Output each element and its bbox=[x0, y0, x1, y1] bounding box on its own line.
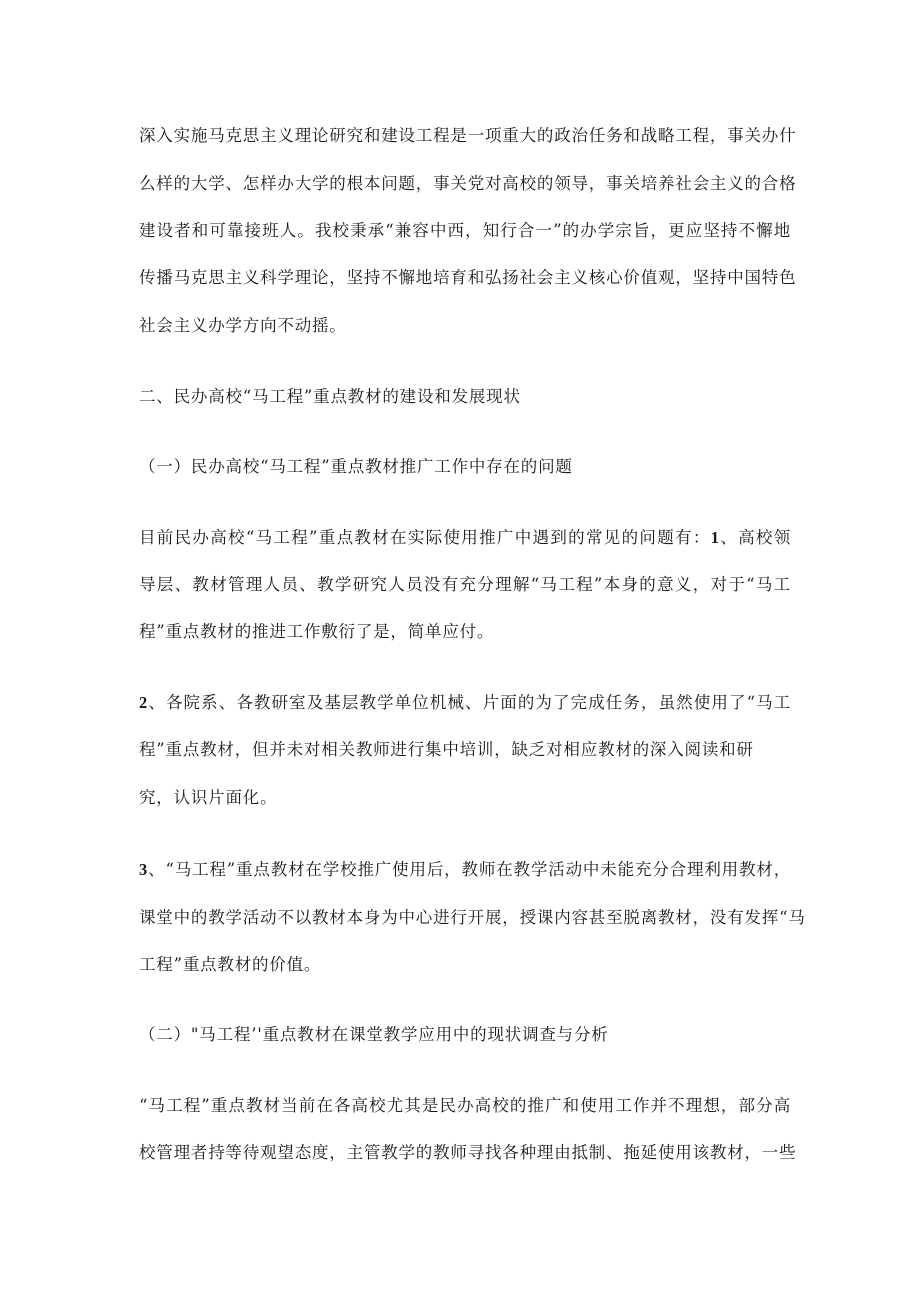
paragraph-1-line-5: 社会主义办学方向不动摇。 bbox=[139, 316, 347, 335]
item-number-3: 3 bbox=[139, 860, 149, 879]
item-2-text: 、各院系、各教研室及基层教学单位机械、片面的为了完成任务，虽然使用了“马工 bbox=[148, 693, 791, 712]
section-heading-2: 二、民办高校“马工程”重点教材的建设和发展现状 bbox=[139, 387, 521, 406]
problems-intro-line-1 bbox=[139, 528, 791, 548]
paragraph-1-line-3: 建设者和可靠接班人。我校秉承“兼容中西，知行合一”的办学宗旨，更应坚持不懈地 bbox=[139, 221, 791, 240]
paragraph-1-line-2: 么样的大学、怎样办大学的根本问题，事关党对高校的领导，事关培养社会主义的合格 bbox=[139, 174, 797, 193]
paragraph-1-line-4: 传播马克思主义科学理论，坚持不懈地培育和弘扬社会主义核心价值观，坚持中国特色 bbox=[139, 268, 797, 287]
item-3-line-2: 课堂中的教学活动不以教材本身为中心进行开展，授课内容甚至脱离教材，没有发挥“马 bbox=[139, 908, 806, 927]
paragraph-1-line-1: 深入实施马克思主义理论研究和建设工程是一项重大的政治任务和战略工程，事关办什 bbox=[139, 126, 797, 145]
item-3-line-1 bbox=[139, 860, 791, 880]
problems-intro-line-2: 导层、教材管理人员、教学研究人员没有充分理解“马工程”本身的意义，对于“马工 bbox=[139, 575, 791, 594]
final-paragraph-line-1: “马工程”重点教材当前在各高校尤其是民办高校的推广和使用工作并不理想，部分高 bbox=[139, 1096, 791, 1115]
item-3-text: 、“马工程”重点教材在学校推广使用后，教师在教学活动中未能充分合理利用教材， bbox=[148, 860, 791, 879]
subsection-heading-1: （一）民办高校“马工程”重点教材推广工作中存在的问题 bbox=[139, 457, 573, 476]
item-1-start: 、高校领 bbox=[719, 528, 791, 547]
item-2-line-1 bbox=[139, 693, 791, 713]
item-number-2: 2 bbox=[139, 693, 149, 712]
item-2-line-3: 究，认识片面化。 bbox=[139, 788, 278, 807]
problems-intro-line-3: 程”重点教材的推进工作敷衍了是，简单应付。 bbox=[139, 622, 495, 641]
item-3-line-3: 工程”重点教材的价值。 bbox=[139, 955, 322, 974]
final-paragraph-line-2: 校管理者持等待观望态度，主管教学的教师寻找各种理由抵制、拖延使用该教材，一些 bbox=[139, 1143, 797, 1162]
problems-intro-text: 目前民办高校“马工程”重点教材在实际使用推广中遇到的常见的问题有： bbox=[139, 528, 711, 547]
item-number-1: 1 bbox=[710, 528, 720, 547]
subsection-heading-2: （二）"马工程’'重点教材在课堂教学应用中的现状调查与分析 bbox=[139, 1025, 609, 1044]
item-2-line-2: 程”重点教材，但并未对相关教师进行集中培训，缺乏对相应教材的深入阅读和研 bbox=[139, 740, 754, 759]
